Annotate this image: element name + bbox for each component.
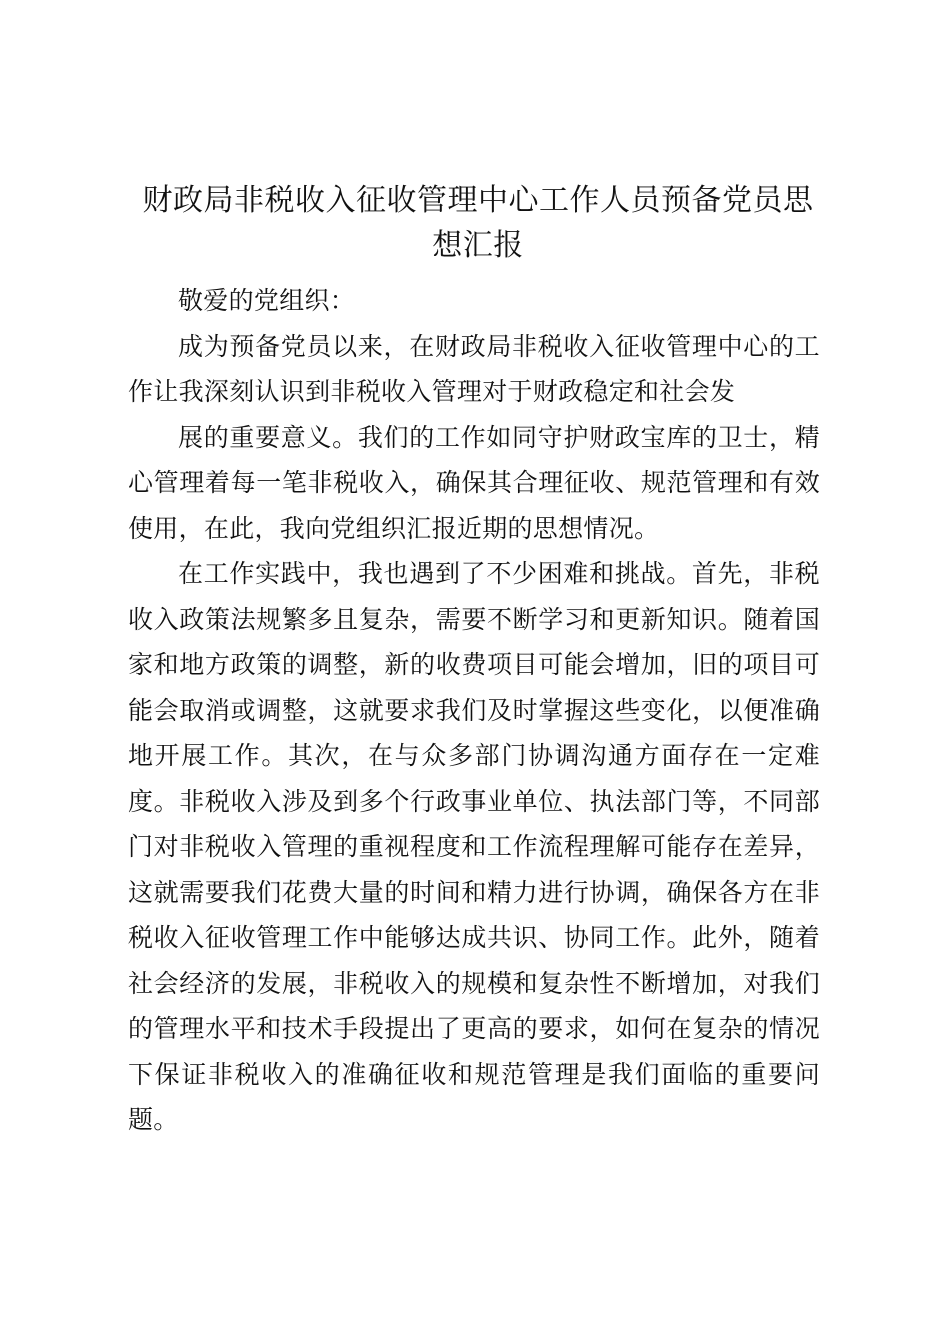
- paragraph-3: 在工作实践中，我也遇到了不少困难和挑战。首先，非税收入政策法规繁多且复杂，需要不断学习和更新知识。随着国家和地方政策的调整，新的收费项目可能会增加，旧的项目可能会取消或调整，这就要求我们及时掌握这些变化，以便准确地开展工作。其次，在与众多部门协调沟通方面存在一定难度。非税收入涉及到多个行政事业单位、执法部门等，不同部门对非税收入管理的重视程度和工作流程理解可能存在差异，这就需要我们花费大量的时间和精力进行协调，确保各方在非税收入征收管理工作中能够达成共识、协同工作。此外，随着社会经济的发展，非税收入的规模和复杂性不断增加，对我们的管理水平和技术手段提出了更高的要求，如何在复杂的情况下保证非税收入的准确征收和规范管理是我们面临的重要问题。: [128, 559, 820, 1134]
- salutation: 敬爱的党组织：: [178, 286, 356, 315]
- document-title: 财政局非税收入征收管理中心工作人员预备党员思想汇报: [142, 183, 814, 263]
- document-body: [128, 278, 820, 1143]
- paragraph-2: 展的重要意义。我们的工作如同守护财政宝库的卫士，精心管理着每一笔非税收入，确保其合理征收、规范管理和有效使用，在此，我向党组织汇报近期的思想情况。: [128, 422, 820, 543]
- paragraph-1: 成为预备党员以来，在财政局非税收入征收管理中心的工作让我深刻认识到非税收入管理对于财政稳定和社会发: [128, 331, 820, 406]
